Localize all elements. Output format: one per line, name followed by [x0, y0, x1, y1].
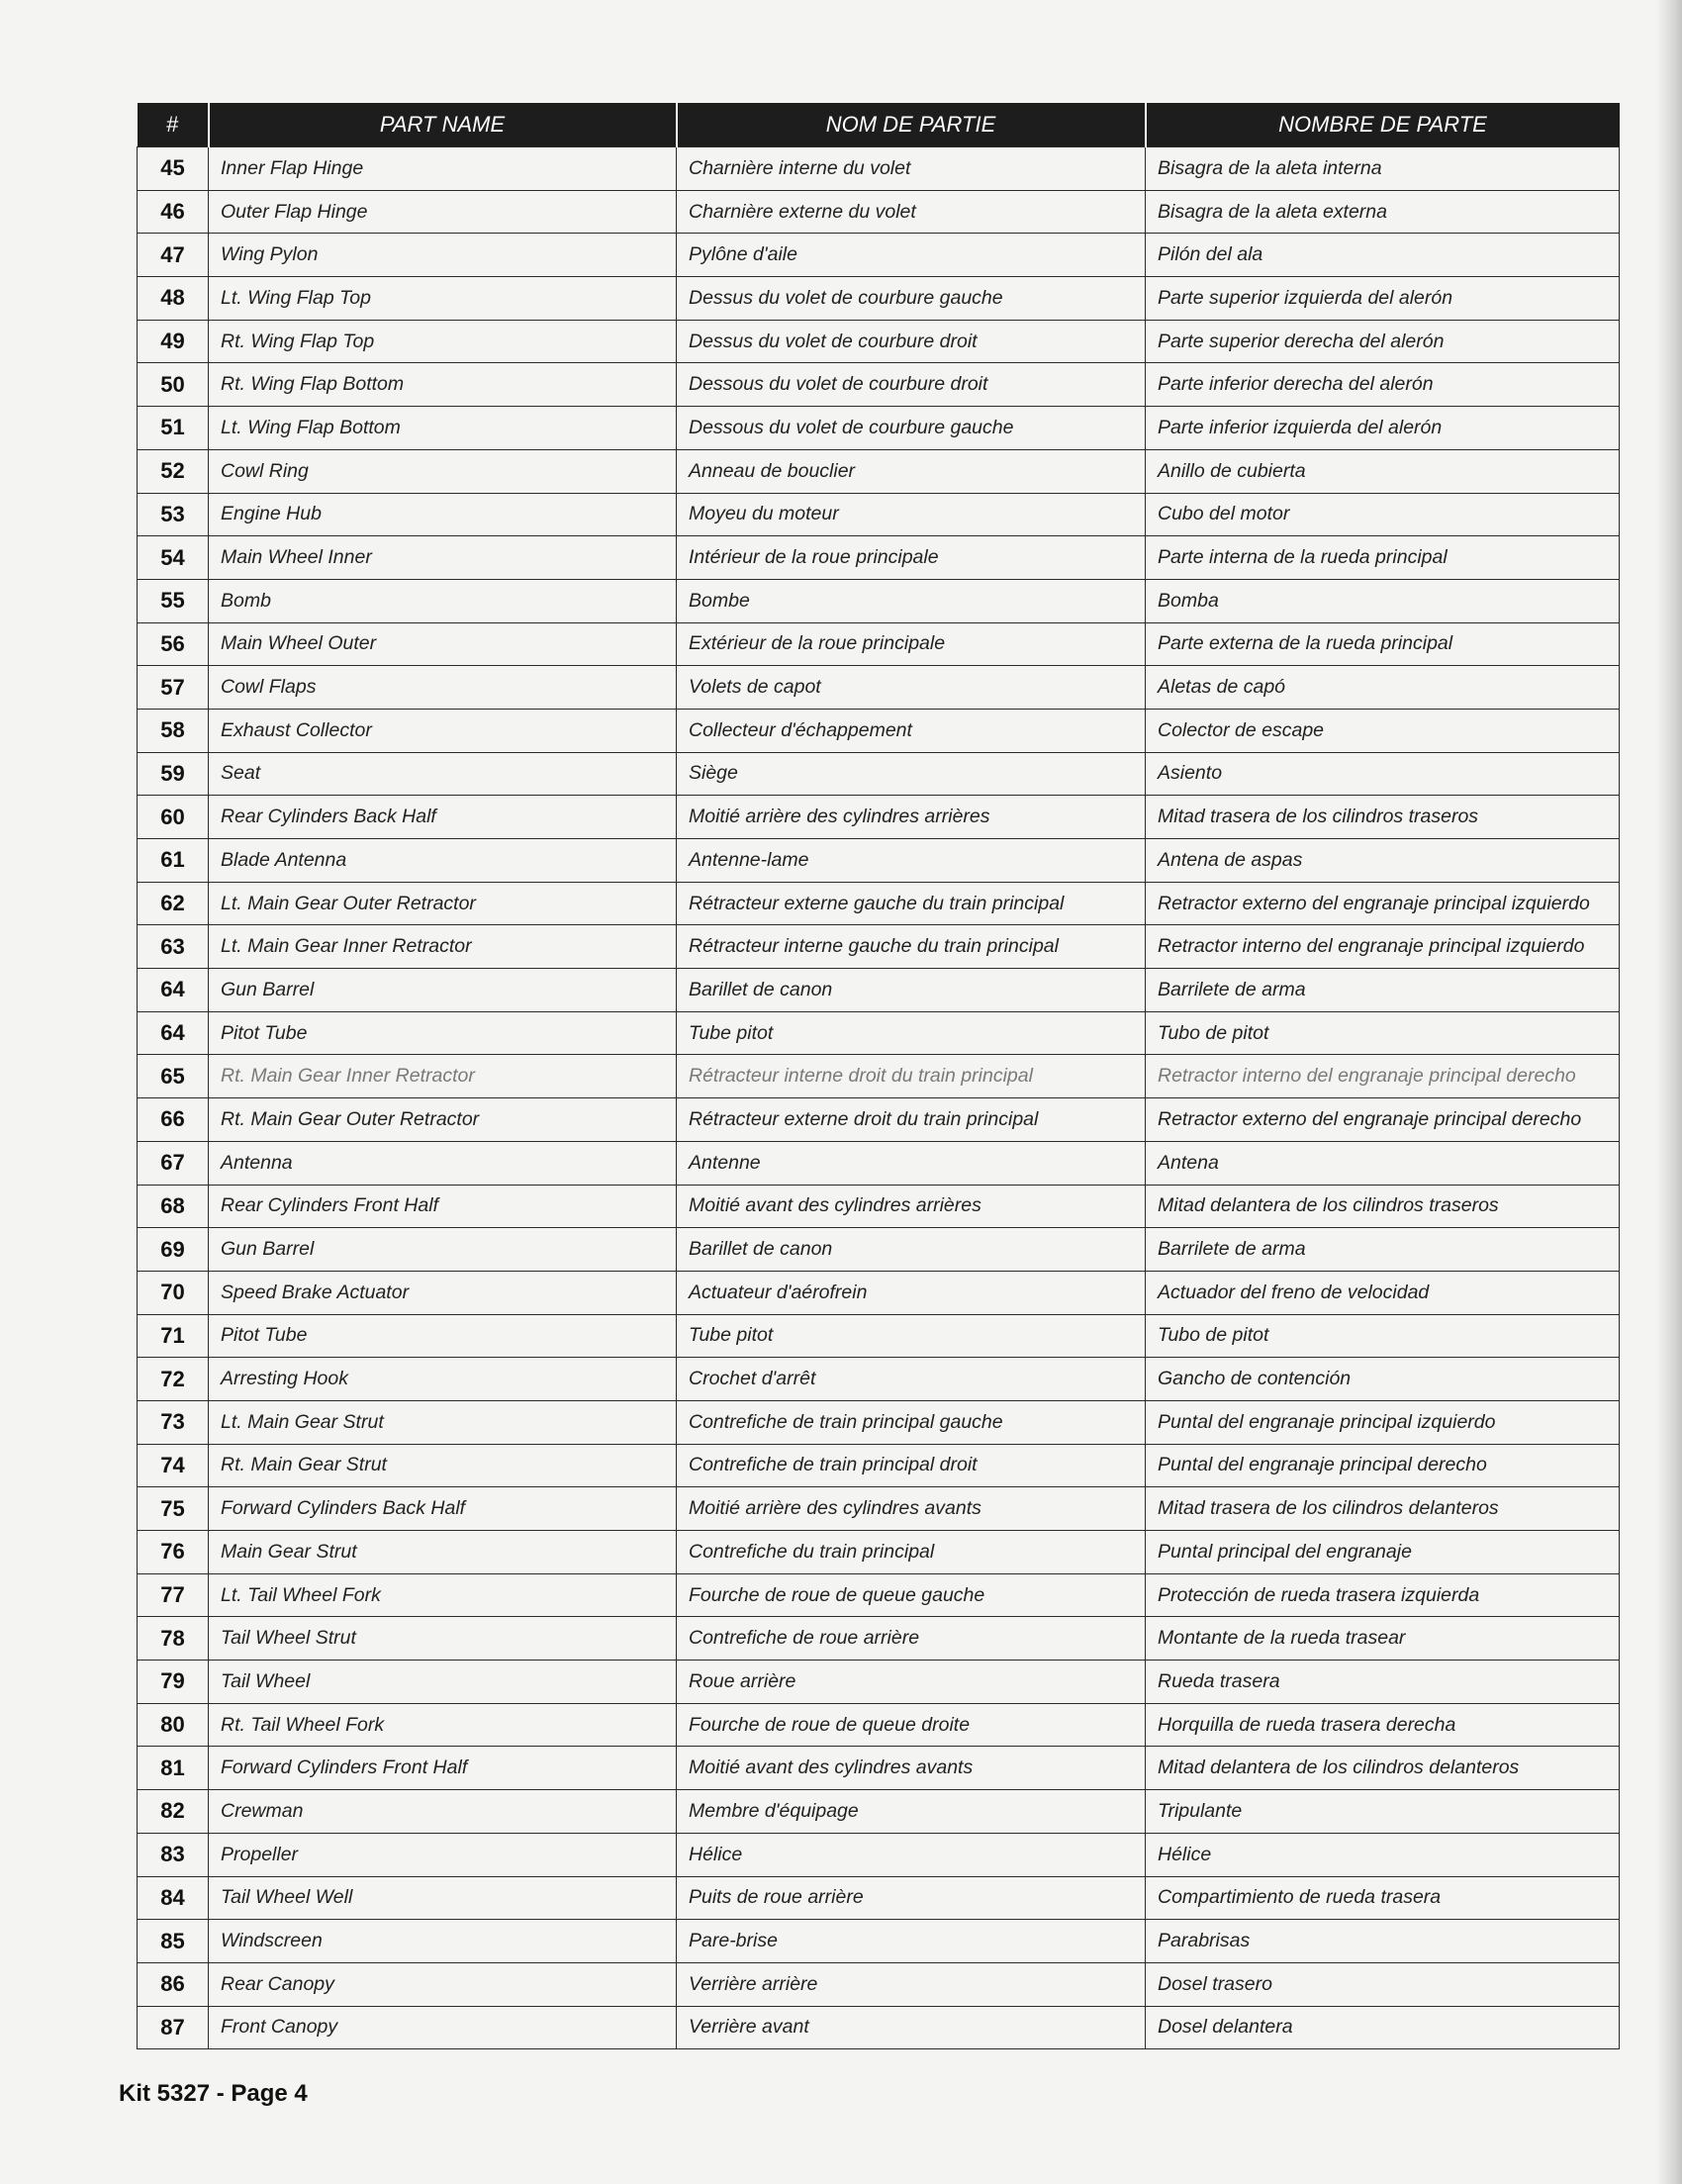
part-name-es-cell: Mitad trasera de los cilindros traseros	[1146, 796, 1620, 839]
table-row	[138, 449, 1620, 493]
part-number-cell: 68	[138, 1185, 209, 1228]
part-name-es-cell: Parte superior derecha del alerón	[1146, 320, 1620, 363]
part-name-en-cell: Lt. Main Gear Inner Retractor	[209, 925, 677, 969]
part-name-en-cell: Windscreen	[209, 1920, 677, 1963]
part-name-en-cell: Engine Hub	[209, 493, 677, 536]
table-row	[138, 796, 1620, 839]
part-name-fr-cell: Puits de roue arrière	[677, 1876, 1146, 1920]
part-name-es-cell: Rueda trasera	[1146, 1661, 1620, 1704]
part-name-en-cell: Inner Flap Hinge	[209, 147, 677, 191]
part-name-fr-cell: Crochet d'arrêt	[677, 1358, 1146, 1401]
part-name-es-cell: Protección de rueda trasera izquierda	[1146, 1573, 1620, 1617]
part-name-fr-cell: Charnière interne du volet	[677, 147, 1146, 191]
part-name-es-cell: Parte externa de la rueda principal	[1146, 622, 1620, 666]
table-row	[138, 579, 1620, 622]
part-number-cell: 72	[138, 1358, 209, 1401]
part-name-en-cell: Rear Cylinders Back Half	[209, 796, 677, 839]
table-row	[138, 1833, 1620, 1876]
part-name-fr-cell: Dessous du volet de courbure droit	[677, 363, 1146, 407]
part-name-en-cell: Rt. Wing Flap Top	[209, 320, 677, 363]
part-number-cell: 66	[138, 1098, 209, 1142]
part-name-en-cell: Cowl Ring	[209, 449, 677, 493]
part-name-en-cell: Rt. Main Gear Outer Retractor	[209, 1098, 677, 1142]
part-name-fr-cell: Barillet de canon	[677, 1228, 1146, 1272]
table-row	[138, 536, 1620, 580]
part-name-en-cell: Crewman	[209, 1790, 677, 1834]
part-number-cell: 63	[138, 925, 209, 969]
part-name-en-cell: Forward Cylinders Back Half	[209, 1487, 677, 1531]
table-row	[138, 839, 1620, 883]
part-name-es-cell: Compartimiento de rueda trasera	[1146, 1876, 1620, 1920]
part-number-cell: 64	[138, 969, 209, 1012]
part-name-en-cell: Rear Canopy	[209, 1962, 677, 2006]
part-name-fr-cell: Rétracteur externe droit du train principal	[677, 1098, 1146, 1142]
table-row	[138, 234, 1620, 277]
table-row	[138, 622, 1620, 666]
part-name-es-cell: Mitad delantera de los cilindros traseros	[1146, 1185, 1620, 1228]
part-name-en-cell: Tail Wheel Strut	[209, 1617, 677, 1661]
table-row	[138, 1228, 1620, 1272]
part-name-fr-cell: Moitié arrière des cylindres avants	[677, 1487, 1146, 1531]
part-name-es-cell: Mitad trasera de los cilindros delanteros	[1146, 1487, 1620, 1531]
header-nombre-de-parte: NOMBRE DE PARTE	[1146, 103, 1620, 147]
part-name-en-cell: Rt. Main Gear Inner Retractor	[209, 1055, 677, 1098]
part-name-es-cell: Pilón del ala	[1146, 234, 1620, 277]
part-number-cell: 79	[138, 1661, 209, 1704]
part-name-en-cell: Lt. Wing Flap Top	[209, 277, 677, 321]
part-name-fr-cell: Rétracteur interne gauche du train principal	[677, 925, 1146, 969]
part-name-en-cell: Pitot Tube	[209, 1314, 677, 1358]
part-number-cell: 75	[138, 1487, 209, 1531]
part-name-es-cell: Antena	[1146, 1141, 1620, 1185]
table-row	[138, 1790, 1620, 1834]
part-name-es-cell: Parte inferior izquierda del alerón	[1146, 407, 1620, 450]
part-name-en-cell: Outer Flap Hinge	[209, 190, 677, 234]
part-name-fr-cell: Charnière externe du volet	[677, 190, 1146, 234]
table-header-row	[138, 103, 1620, 147]
part-number-cell: 52	[138, 449, 209, 493]
table-row	[138, 1531, 1620, 1574]
part-name-fr-cell: Tube pitot	[677, 1011, 1146, 1055]
part-number-cell: 84	[138, 1876, 209, 1920]
part-name-en-cell: Seat	[209, 752, 677, 796]
part-number-cell: 60	[138, 796, 209, 839]
part-number-cell: 77	[138, 1573, 209, 1617]
part-name-en-cell: Cowl Flaps	[209, 666, 677, 710]
header-number: #	[138, 103, 209, 147]
part-name-fr-cell: Barillet de canon	[677, 969, 1146, 1012]
table-row	[138, 1185, 1620, 1228]
part-name-en-cell: Arresting Hook	[209, 1358, 677, 1401]
table-row	[138, 882, 1620, 925]
part-name-es-cell: Parte interna de la rueda principal	[1146, 536, 1620, 580]
part-name-en-cell: Main Wheel Outer	[209, 622, 677, 666]
part-name-es-cell: Barrilete de arma	[1146, 969, 1620, 1012]
part-name-fr-cell: Volets de capot	[677, 666, 1146, 710]
part-name-fr-cell: Dessous du volet de courbure gauche	[677, 407, 1146, 450]
table-row	[138, 1617, 1620, 1661]
part-name-fr-cell: Contrefiche de roue arrière	[677, 1617, 1146, 1661]
table-row	[138, 666, 1620, 710]
part-number-cell: 70	[138, 1271, 209, 1314]
part-number-cell: 59	[138, 752, 209, 796]
part-name-es-cell: Colector de escape	[1146, 709, 1620, 752]
part-number-cell: 45	[138, 147, 209, 191]
part-name-fr-cell: Contrefiche de train principal droit	[677, 1444, 1146, 1487]
part-name-es-cell: Barrilete de arma	[1146, 1228, 1620, 1272]
part-name-es-cell: Parte inferior derecha del alerón	[1146, 363, 1620, 407]
part-name-es-cell: Gancho de contención	[1146, 1358, 1620, 1401]
part-name-es-cell: Anillo de cubierta	[1146, 449, 1620, 493]
part-name-es-cell: Horquilla de rueda trasera derecha	[1146, 1703, 1620, 1747]
part-name-fr-cell: Roue arrière	[677, 1661, 1146, 1704]
part-name-en-cell: Forward Cylinders Front Half	[209, 1747, 677, 1790]
table-row	[138, 277, 1620, 321]
table-row	[138, 1487, 1620, 1531]
part-name-en-cell: Main Gear Strut	[209, 1531, 677, 1574]
part-number-cell: 56	[138, 622, 209, 666]
table-row	[138, 1920, 1620, 1963]
part-name-fr-cell: Moitié arrière des cylindres arrières	[677, 796, 1146, 839]
part-name-fr-cell: Fourche de roue de queue droite	[677, 1703, 1146, 1747]
part-name-en-cell: Speed Brake Actuator	[209, 1271, 677, 1314]
part-name-fr-cell: Moitié avant des cylindres arrières	[677, 1185, 1146, 1228]
part-name-en-cell: Tail Wheel Well	[209, 1876, 677, 1920]
part-name-fr-cell: Antenne-lame	[677, 839, 1146, 883]
part-number-cell: 85	[138, 1920, 209, 1963]
part-name-es-cell: Puntal del engranaje principal derecho	[1146, 1444, 1620, 1487]
table-row	[138, 190, 1620, 234]
header-part-name: PART NAME	[209, 103, 677, 147]
part-name-es-cell: Cubo del motor	[1146, 493, 1620, 536]
part-number-cell: 76	[138, 1531, 209, 1574]
part-number-cell: 65	[138, 1055, 209, 1098]
part-name-fr-cell: Contrefiche de train principal gauche	[677, 1400, 1146, 1444]
part-number-cell: 49	[138, 320, 209, 363]
part-name-en-cell: Blade Antenna	[209, 839, 677, 883]
part-name-en-cell: Lt. Wing Flap Bottom	[209, 407, 677, 450]
part-name-fr-cell: Verrière avant	[677, 2006, 1146, 2049]
part-name-en-cell: Gun Barrel	[209, 1228, 677, 1272]
part-number-cell: 55	[138, 579, 209, 622]
part-name-en-cell: Lt. Main Gear Outer Retractor	[209, 882, 677, 925]
part-name-es-cell: Bisagra de la aleta interna	[1146, 147, 1620, 191]
part-name-en-cell: Tail Wheel	[209, 1661, 677, 1704]
table-row	[138, 1011, 1620, 1055]
part-number-cell: 86	[138, 1962, 209, 2006]
part-name-en-cell: Lt. Tail Wheel Fork	[209, 1573, 677, 1617]
part-name-fr-cell: Antenne	[677, 1141, 1146, 1185]
table-row	[138, 363, 1620, 407]
table-body	[138, 147, 1620, 2049]
table-row	[138, 1098, 1620, 1142]
part-name-es-cell: Retractor interno del engranaje principal derecho	[1146, 1055, 1620, 1098]
part-name-es-cell: Puntal principal del engranaje	[1146, 1531, 1620, 1574]
part-name-es-cell: Mitad delantera de los cilindros delanteros	[1146, 1747, 1620, 1790]
part-name-es-cell: Aletas de capó	[1146, 666, 1620, 710]
part-name-es-cell: Tubo de pitot	[1146, 1314, 1620, 1358]
part-name-es-cell: Tripulante	[1146, 1790, 1620, 1834]
part-number-cell: 71	[138, 1314, 209, 1358]
table-row	[138, 1141, 1620, 1185]
part-name-en-cell: Propeller	[209, 1833, 677, 1876]
table-row	[138, 1747, 1620, 1790]
part-name-en-cell: Front Canopy	[209, 2006, 677, 2049]
part-name-fr-cell: Collecteur d'échappement	[677, 709, 1146, 752]
table-row	[138, 1055, 1620, 1098]
table-row	[138, 1876, 1620, 1920]
part-number-cell: 82	[138, 1790, 209, 1834]
part-number-cell: 62	[138, 882, 209, 925]
part-name-fr-cell: Tube pitot	[677, 1314, 1146, 1358]
part-number-cell: 61	[138, 839, 209, 883]
part-name-fr-cell: Pare-brise	[677, 1920, 1146, 1963]
part-name-es-cell: Hélice	[1146, 1833, 1620, 1876]
part-name-en-cell: Exhaust Collector	[209, 709, 677, 752]
part-number-cell: 53	[138, 493, 209, 536]
table-row	[138, 1661, 1620, 1704]
table-row	[138, 1703, 1620, 1747]
part-number-cell: 51	[138, 407, 209, 450]
part-name-fr-cell: Fourche de roue de queue gauche	[677, 1573, 1146, 1617]
table-row	[138, 1271, 1620, 1314]
part-number-cell: 57	[138, 666, 209, 710]
part-number-cell: 67	[138, 1141, 209, 1185]
part-name-en-cell: Antenna	[209, 1141, 677, 1185]
part-name-es-cell: Bomba	[1146, 579, 1620, 622]
table-row	[138, 493, 1620, 536]
part-name-fr-cell: Moitié avant des cylindres avants	[677, 1747, 1146, 1790]
part-name-fr-cell: Rétracteur interne droit du train principal	[677, 1055, 1146, 1098]
table-row	[138, 969, 1620, 1012]
part-name-en-cell: Lt. Main Gear Strut	[209, 1400, 677, 1444]
part-number-cell: 47	[138, 234, 209, 277]
part-name-fr-cell: Hélice	[677, 1833, 1146, 1876]
part-name-es-cell: Retractor interno del engranaje principal izquierdo	[1146, 925, 1620, 969]
part-name-en-cell: Rt. Tail Wheel Fork	[209, 1703, 677, 1747]
part-name-fr-cell: Extérieur de la roue principale	[677, 622, 1146, 666]
table-row	[138, 147, 1620, 191]
part-name-en-cell: Rt. Wing Flap Bottom	[209, 363, 677, 407]
part-name-fr-cell: Actuateur d'aérofrein	[677, 1271, 1146, 1314]
part-name-es-cell: Retractor externo del engranaje principal izquierdo	[1146, 882, 1620, 925]
part-number-cell: 58	[138, 709, 209, 752]
table-row	[138, 1358, 1620, 1401]
part-number-cell: 54	[138, 536, 209, 580]
part-name-en-cell: Gun Barrel	[209, 969, 677, 1012]
page-fold-shadow	[1656, 0, 1682, 2184]
part-name-en-cell: Main Wheel Inner	[209, 536, 677, 580]
part-name-es-cell: Parabrisas	[1146, 1920, 1620, 1963]
part-number-cell: 46	[138, 190, 209, 234]
table-row	[138, 1400, 1620, 1444]
part-name-es-cell: Puntal del engranaje principal izquierdo	[1146, 1400, 1620, 1444]
part-name-fr-cell: Membre d'équipage	[677, 1790, 1146, 1834]
table-row	[138, 709, 1620, 752]
parts-table	[137, 103, 1620, 2049]
part-name-en-cell: Rt. Main Gear Strut	[209, 1444, 677, 1487]
part-name-fr-cell: Intérieur de la roue principale	[677, 536, 1146, 580]
table-row	[138, 1962, 1620, 2006]
part-name-es-cell: Dosel delantera	[1146, 2006, 1620, 2049]
part-name-en-cell: Wing Pylon	[209, 234, 677, 277]
table-row	[138, 1314, 1620, 1358]
part-name-es-cell: Retractor externo del engranaje principal derecho	[1146, 1098, 1620, 1142]
part-name-es-cell: Antena de aspas	[1146, 839, 1620, 883]
part-number-cell: 73	[138, 1400, 209, 1444]
table-row	[138, 1573, 1620, 1617]
header-nom-de-partie: NOM DE PARTIE	[677, 103, 1146, 147]
table-row	[138, 1444, 1620, 1487]
part-name-fr-cell: Dessus du volet de courbure droit	[677, 320, 1146, 363]
part-number-cell: 69	[138, 1228, 209, 1272]
part-name-es-cell: Montante de la rueda trasear	[1146, 1617, 1620, 1661]
part-name-fr-cell: Moyeu du moteur	[677, 493, 1146, 536]
table-row	[138, 320, 1620, 363]
part-name-es-cell: Dosel trasero	[1146, 1962, 1620, 2006]
part-name-fr-cell: Contrefiche du train principal	[677, 1531, 1146, 1574]
part-name-en-cell: Pitot Tube	[209, 1011, 677, 1055]
part-name-es-cell: Tubo de pitot	[1146, 1011, 1620, 1055]
part-name-es-cell: Actuador del freno de velocidad	[1146, 1271, 1620, 1314]
part-number-cell: 87	[138, 2006, 209, 2049]
table-row	[138, 407, 1620, 450]
part-name-en-cell: Bomb	[209, 579, 677, 622]
part-number-cell: 80	[138, 1703, 209, 1747]
part-number-cell: 64	[138, 1011, 209, 1055]
part-number-cell: 78	[138, 1617, 209, 1661]
part-name-fr-cell: Anneau de bouclier	[677, 449, 1146, 493]
part-name-fr-cell: Siège	[677, 752, 1146, 796]
part-name-es-cell: Asiento	[1146, 752, 1620, 796]
part-name-en-cell: Rear Cylinders Front Half	[209, 1185, 677, 1228]
part-name-fr-cell: Verrière arrière	[677, 1962, 1146, 2006]
table-row	[138, 752, 1620, 796]
part-name-fr-cell: Dessus du volet de courbure gauche	[677, 277, 1146, 321]
page-footer: Kit 5327 - Page 4	[119, 2080, 308, 2107]
part-name-fr-cell: Bombe	[677, 579, 1146, 622]
part-number-cell: 48	[138, 277, 209, 321]
part-name-es-cell: Bisagra de la aleta externa	[1146, 190, 1620, 234]
part-number-cell: 50	[138, 363, 209, 407]
part-name-fr-cell: Pylône d'aile	[677, 234, 1146, 277]
part-number-cell: 81	[138, 1747, 209, 1790]
part-name-es-cell: Parte superior izquierda del alerón	[1146, 277, 1620, 321]
table-row	[138, 925, 1620, 969]
part-number-cell: 74	[138, 1444, 209, 1487]
part-number-cell: 83	[138, 1833, 209, 1876]
table-row	[138, 2006, 1620, 2049]
part-name-fr-cell: Rétracteur externe gauche du train principal	[677, 882, 1146, 925]
